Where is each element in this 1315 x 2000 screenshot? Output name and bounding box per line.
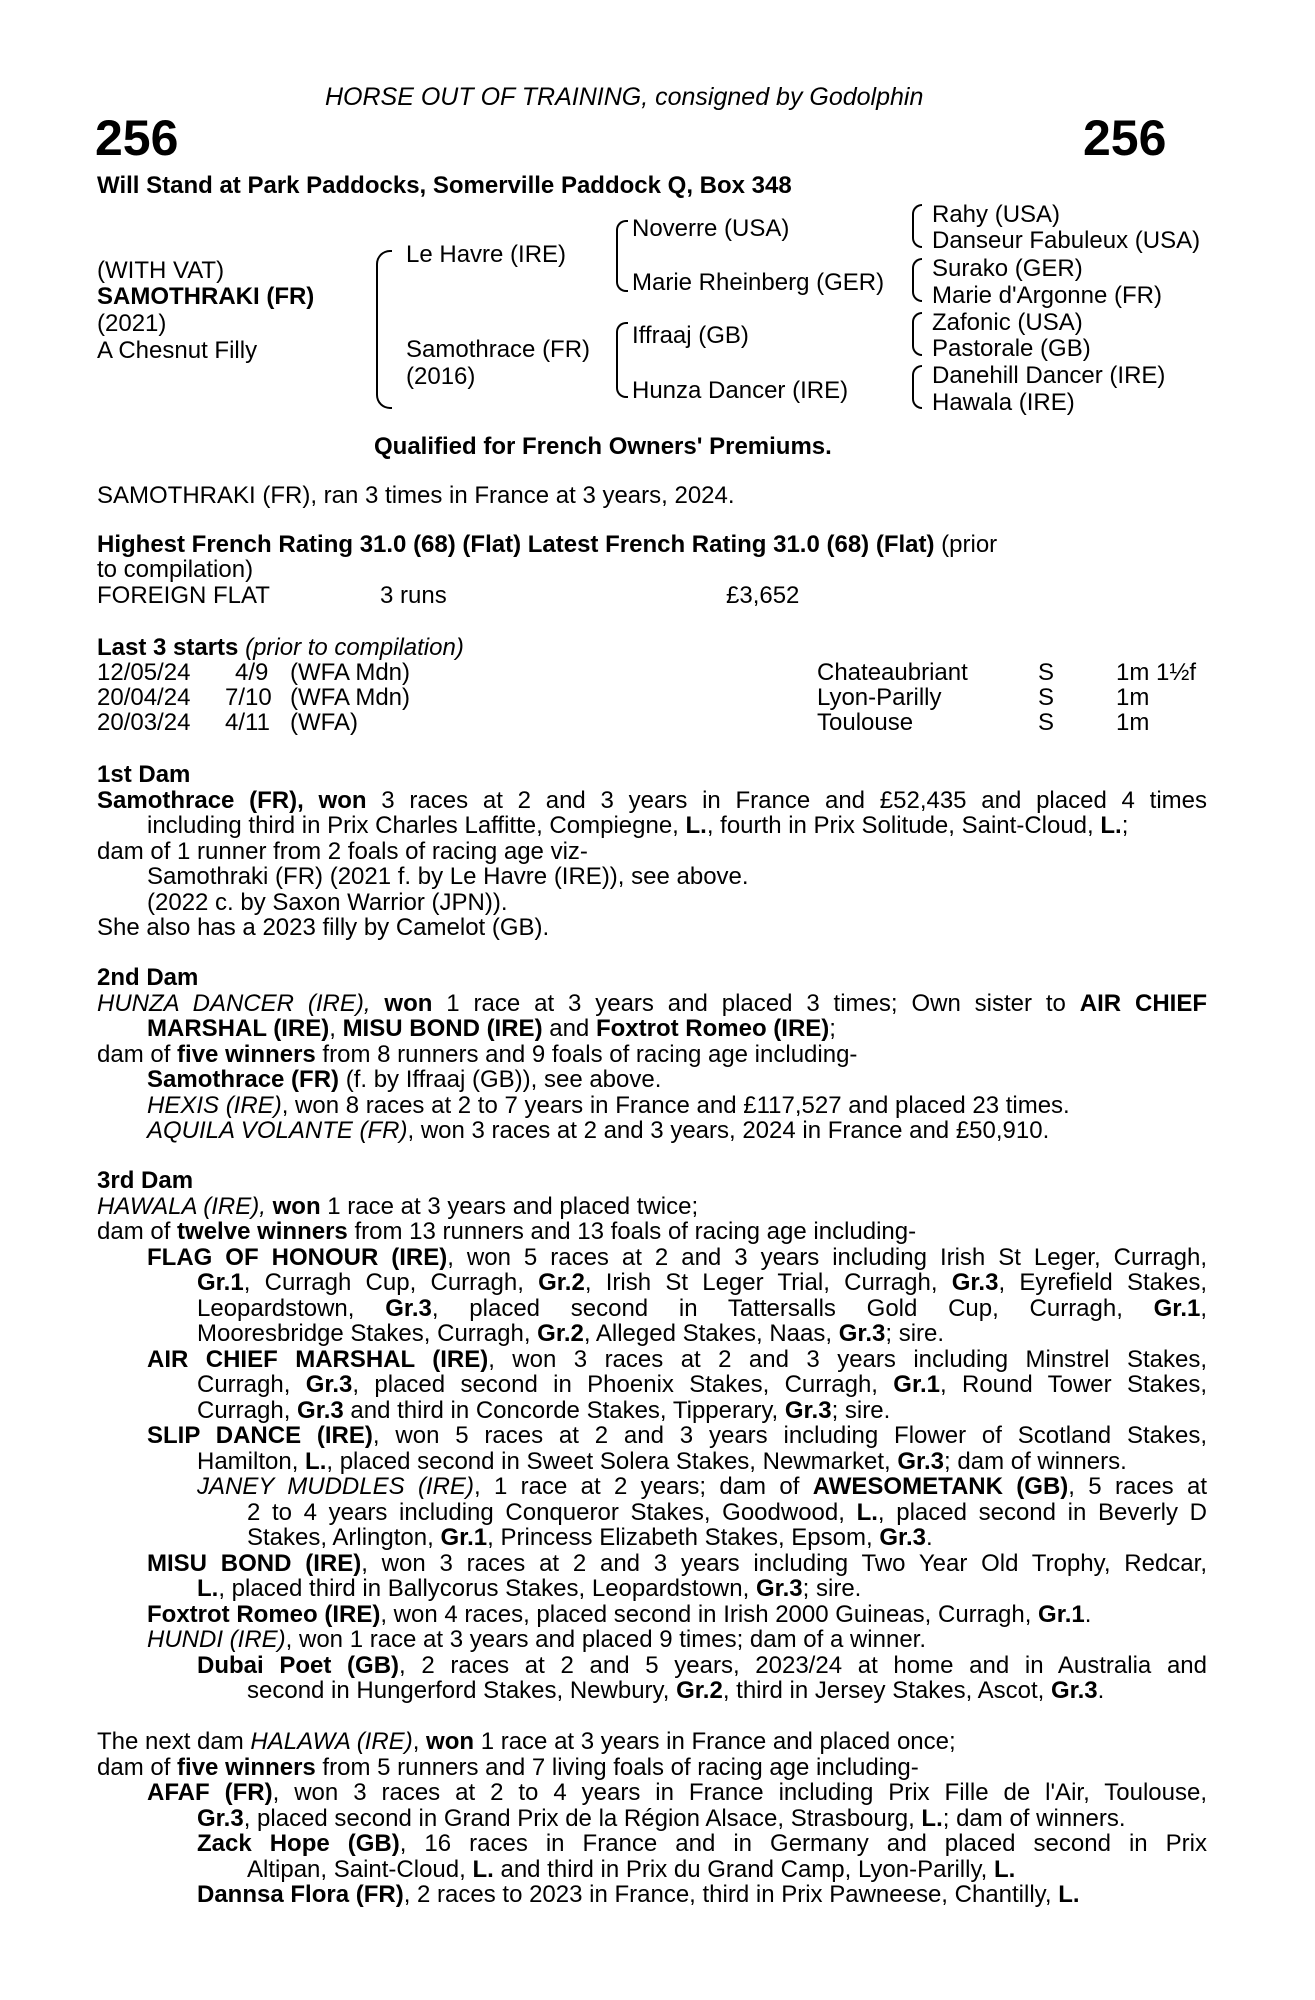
grade-label: L. <box>921 1804 943 1832</box>
horse-ref: AFAF (FR) <box>147 1779 273 1806</box>
grade-label: L. <box>856 1498 878 1526</box>
start-distance: 1m <box>1116 684 1150 711</box>
starts-heading-note: (prior to compilation) <box>238 634 464 661</box>
dam-text: including third in Prix Charles Laffitte, Compiegne, <box>147 812 686 839</box>
horse-ref: AWESOMETANK (GB) <box>812 1473 1069 1500</box>
dam-text: , Eyrefield Stakes, <box>998 1269 1208 1296</box>
third-dam-line <box>97 1653 1207 1679</box>
dam-text: and third in Prix du Grand Camp, Lyon-Parilly, <box>493 1855 995 1883</box>
dam-text: , 5 races at <box>1068 1473 1207 1500</box>
dam-text: , <box>259 1192 273 1220</box>
third-dam-line <box>97 1449 1207 1475</box>
second-dam-line <box>97 1016 1207 1042</box>
dam-text: from 5 runners and 7 living foals of racing age including- <box>315 1753 919 1781</box>
grade-label: Gr.1 <box>893 1371 940 1398</box>
starts-heading: Last 3 starts <box>97 634 239 661</box>
pedigree-dsd: Pastorale (GB) <box>932 335 1091 362</box>
dam-name: HALAWA (IRE) <box>250 1728 413 1755</box>
dam-text: Curragh, <box>197 1396 298 1424</box>
grade-label: L. <box>1058 1881 1080 1908</box>
dam-text: , 2 races to 2023 in France, third in Prix Pawneese, Chantilly, <box>403 1881 1059 1908</box>
next-dam-section <box>97 1729 1207 1908</box>
dam-text: , Alleged Stakes, Naas, <box>583 1320 839 1347</box>
next-dam-line <box>97 1831 1207 1857</box>
dam-text: , Round Tower Stakes, <box>940 1371 1207 1398</box>
dam-text: , <box>1200 1294 1208 1322</box>
horse-ref: MARSHAL (IRE) <box>147 1015 330 1042</box>
grade-label: L. <box>1100 812 1122 839</box>
third-dam-line <box>97 1576 1207 1602</box>
third-dam-line <box>97 1372 1207 1398</box>
pedigree-brace-dd <box>912 365 922 409</box>
start-course: Chateaubriant <box>817 659 968 686</box>
dam-text: , won 5 races at 2 and 3 years including Irish St Leger, Curragh, <box>447 1243 1207 1271</box>
horse-year: (2021) <box>97 310 167 337</box>
dam-text: , 2 races at 2 and 5 years, 2023/24 at home and in Australia and <box>399 1651 1207 1679</box>
start-race: (WFA Mdn) <box>290 659 411 686</box>
start-going: S <box>1038 659 1055 686</box>
winners-count: twelve winners <box>177 1218 348 1245</box>
next-dam-line <box>97 1729 1207 1755</box>
horse-ref: Dubai Poet (GB) <box>197 1651 400 1679</box>
dam-text: , <box>329 1015 343 1042</box>
dam-text: Altipan, Saint-Cloud, <box>247 1855 473 1883</box>
dam-text: Stakes, Arlington, <box>247 1524 441 1551</box>
dam-text: (f. by Iffraaj (GB)), see above. <box>339 1066 662 1093</box>
horse-ref: Samothrace (FR) <box>147 1066 340 1093</box>
dam-text: , placed second in Beverly D <box>877 1498 1208 1526</box>
pedigree-brace-dam <box>616 322 628 398</box>
dam-text: and third in Concorde Stakes, Tipperary, <box>343 1396 785 1424</box>
horse-ref: Foxtrot Romeo (IRE) <box>595 1015 830 1042</box>
horse-ref: SLIP DANCE (IRE) <box>147 1422 373 1449</box>
horse-ref: HEXIS (IRE) <box>147 1091 282 1119</box>
grade-label: Gr.3 <box>951 1269 999 1296</box>
dam-text: dam of <box>97 1753 178 1781</box>
grade-label: Gr.2 <box>676 1677 723 1704</box>
dam-text: dam of <box>97 1040 178 1068</box>
grade-label: Gr.3 <box>838 1320 886 1347</box>
pedigree-sire: Le Havre (IRE) <box>406 241 567 268</box>
page-title: HORSE OUT OF TRAINING, consigned by Godolphin <box>325 83 924 111</box>
won-label: won <box>370 989 433 1017</box>
dam-text: , won 3 races at 2 and 3 years including Minstrel Stakes, <box>488 1345 1207 1373</box>
dam-text: The next dam <box>97 1728 251 1755</box>
start-going: S <box>1038 709 1055 736</box>
dam-text: , won 8 races at 2 to 7 years in France and £117,527 and placed 23 times. <box>281 1091 1070 1119</box>
horse-name: SAMOTHRAKI (FR) <box>97 283 315 310</box>
pedigree-dss: Zafonic (USA) <box>932 309 1083 336</box>
start-pos: 4/11 <box>225 709 270 736</box>
dam-text: , won 3 races at 2 to 4 years in France including Prix Fille de l'Air, Toulouse, <box>272 1779 1207 1806</box>
next-dam-line <box>97 1857 1207 1883</box>
dam-name: Samothrace (FR), won <box>97 786 367 814</box>
third-dam-line <box>97 1219 1207 1245</box>
grade-label: Gr.3 <box>197 1804 244 1832</box>
pedigree-dam-year: (2016) <box>406 363 476 390</box>
dam-text: Mooresbridge Stakes, Curragh, <box>197 1320 538 1347</box>
second-dam-line <box>97 991 1207 1017</box>
race-summary: SAMOTHRAKI (FR), ran 3 times in France at 3 years, 2024. <box>97 482 735 509</box>
dam-text: Leopardstown, <box>197 1294 386 1322</box>
lot-number-left: 256 <box>95 110 179 166</box>
dam-text: , fourth in Prix Solitude, Saint-Cloud, <box>706 812 1101 839</box>
pedigree-sd: Marie Rheinberg (GER) <box>632 269 885 296</box>
third-dam-line <box>97 1194 1207 1220</box>
dam-text: 3 races at 2 and 3 years in France and £52,435 and placed 4 times <box>366 786 1208 814</box>
grade-label: Gr.1 <box>1153 1294 1201 1322</box>
horse-ref: Zack Hope (GB) <box>197 1830 400 1857</box>
first-dam-heading: 1st Dam <box>97 761 191 788</box>
pedigree-ddd: Hawala (IRE) <box>932 389 1075 416</box>
second-dam-line <box>97 1067 1207 1093</box>
next-dam-line <box>97 1882 1207 1908</box>
grade-label: Gr.3 <box>897 1447 945 1475</box>
grade-label: Gr.3 <box>305 1371 353 1398</box>
dam-text: , won 1 race at 3 years and placed 9 times; dam of a winner. <box>285 1626 927 1653</box>
won-label: won <box>272 1192 321 1220</box>
horse-ref: AIR CHIEF MARSHAL (IRE) <box>147 1345 489 1373</box>
dam-text: ; <box>1121 812 1129 839</box>
third-dam-line <box>97 1602 1207 1628</box>
start-distance: 1m 1½f <box>1116 659 1197 686</box>
horse-ref: JANEY MUDDLES (IRE) <box>197 1473 474 1500</box>
next-dam-line <box>97 1780 1207 1806</box>
start-date: 20/03/24 <box>97 709 191 736</box>
dam-text: , won 3 races at 2 and 3 years, 2024 in France and £50,910. <box>407 1117 1050 1144</box>
dam-text: 1 race at 3 years and placed twice; <box>320 1192 699 1220</box>
pedigree-sss: Rahy (USA) <box>932 201 1061 228</box>
grade-label: L. <box>197 1575 219 1602</box>
third-dam-line <box>97 1423 1207 1449</box>
first-dam-line: Samothraki (FR) (2021 f. by Le Havre (IRE)), see above. <box>147 863 749 890</box>
first-dam-line <box>97 813 1207 839</box>
first-dam-line: dam of 1 runner from 2 foals of racing age viz- <box>97 837 588 865</box>
grade-label: Gr.2 <box>537 1320 584 1347</box>
pedigree-brace-sd <box>912 258 922 302</box>
grade-label: Gr.3 <box>879 1524 927 1551</box>
rating-line-2: to compilation) <box>97 556 254 583</box>
dam-text: , won 4 races, placed second in Irish 2000 Guineas, Curragh, <box>380 1600 1039 1628</box>
start-pos: 4/9 <box>235 659 269 686</box>
third-dam-line <box>97 1474 1207 1500</box>
pedigree-dd: Hunza Dancer (IRE) <box>632 377 849 404</box>
stand-location: Will Stand at Park Paddocks, Somerville Paddock Q, Box 348 <box>97 172 792 199</box>
foreign-runs: 3 runs <box>380 582 447 609</box>
horse-ref: MISU BOND (IRE) <box>147 1549 362 1577</box>
start-race: (WFA) <box>290 709 358 736</box>
grade-label: L. <box>994 1855 1016 1883</box>
pedigree-brace-main <box>376 250 392 409</box>
horse-ref: Dannsa Flora (FR) <box>197 1881 404 1908</box>
won-label: won <box>426 1728 475 1755</box>
dam-text: , placed second in Sweet Solera Stakes, Newmarket, <box>326 1447 898 1475</box>
dam-text: ; sire. <box>885 1320 945 1347</box>
pedigree-sds: Surako (GER) <box>932 255 1083 282</box>
grade-label: Gr.1 <box>197 1269 244 1296</box>
horse-ref: MISU BOND (IRE) <box>342 1015 543 1042</box>
pedigree-ds: Iffraaj (GB) <box>632 322 749 349</box>
dam-text: 2 to 4 years including Conqueror Stakes, Goodwood, <box>247 1498 857 1526</box>
pedigree-brace-ss <box>912 204 922 248</box>
dam-text: ; sire. <box>831 1396 891 1424</box>
grade-label: Gr.3 <box>1050 1677 1098 1704</box>
dam-text: , won 3 races at 2 and 3 years including Two Year Old Trophy, Redcar, <box>361 1549 1207 1577</box>
first-dam-line: (2022 c. by Saxon Warrior (JPN)). <box>147 888 508 916</box>
dam-text: , <box>412 1728 427 1755</box>
rating-note: (prior <box>934 531 998 558</box>
horse-ref: Foxtrot Romeo (IRE) <box>147 1600 381 1628</box>
grade-label: Gr.3 <box>385 1294 432 1322</box>
third-dam-section <box>97 1168 1207 1704</box>
dam-text: , Irish St Leger Trial, Curragh, <box>584 1269 952 1296</box>
horse-ref: FLAG OF HONOUR (IRE) <box>147 1243 448 1271</box>
dam-text: ; <box>829 1015 836 1042</box>
dam-text: 1 race at 3 years and placed 3 times; Own sister to <box>432 989 1080 1017</box>
dam-text: , won 5 races at 2 and 3 years including Flower of Scotland Stakes, <box>372 1422 1207 1449</box>
third-dam-line <box>97 1270 1207 1296</box>
dam-text: , third in Jersey Stakes, Ascot, <box>722 1677 1051 1704</box>
dam-text: . <box>1084 1600 1092 1628</box>
third-dam-heading: 3rd Dam <box>97 1167 194 1194</box>
rating-bold: Highest French Rating 31.0 (68) (Flat) Latest French Rating 31.0 (68) (Flat) <box>97 531 935 558</box>
dam-text: , placed second in Tattersalls Gold Cup, Curragh, <box>431 1294 1154 1322</box>
grade-label: L. <box>685 812 707 839</box>
third-dam-line <box>97 1627 1207 1653</box>
second-dam-line <box>97 1118 1207 1144</box>
horse-ref: AQUILA VOLANTE (FR) <box>147 1117 408 1144</box>
winners-count: five winners <box>177 1753 316 1781</box>
third-dam-line <box>97 1321 1207 1347</box>
dam-text: ; dam of winners. <box>942 1804 1126 1832</box>
dam-text: , placed third in Ballycorus Stakes, Leopardstown, <box>218 1575 756 1602</box>
dam-text: from 13 runners and 13 foals of racing age including- <box>347 1218 917 1245</box>
pedigree-dds: Danehill Dancer (IRE) <box>932 362 1166 389</box>
starts-heading-line <box>97 635 464 661</box>
dam-text: , Curragh Cup, Curragh, <box>243 1269 539 1296</box>
start-date: 12/05/24 <box>97 659 191 686</box>
dam-text: , placed second in Phoenix Stakes, Curragh, <box>352 1371 894 1398</box>
foreign-money: £3,652 <box>726 582 800 609</box>
second-dam-section <box>97 965 1207 1144</box>
start-distance: 1m <box>1116 709 1150 736</box>
dam-text: 1 race at 3 years in France and placed once; <box>474 1728 956 1755</box>
start-date: 20/04/24 <box>97 684 191 711</box>
dam-text: and <box>542 1015 596 1042</box>
grade-label: Gr.3 <box>784 1396 832 1424</box>
second-dam-heading: 2nd Dam <box>97 964 199 991</box>
first-dam-line: She also has a 2023 filly by Camelot (GB). <box>97 914 550 941</box>
third-dam-line <box>97 1245 1207 1271</box>
start-pos: 7/10 <box>225 684 272 711</box>
rating-line <box>97 532 997 558</box>
vat-label: (WITH VAT) <box>97 257 225 284</box>
dam-text: . <box>1097 1677 1105 1704</box>
grade-label: Gr.3 <box>755 1575 803 1602</box>
grade-label: Gr.2 <box>538 1269 585 1296</box>
pedigree-ssd: Danseur Fabuleux (USA) <box>932 227 1201 254</box>
dam-text: from 8 runners and 9 foals of racing age including- <box>315 1040 858 1068</box>
winners-count: five winners <box>177 1040 316 1068</box>
start-course: Toulouse <box>817 709 914 736</box>
horse-ref: AIR CHIEF <box>1079 989 1208 1017</box>
pedigree-dam: Samothrace (FR) <box>406 336 591 363</box>
pedigree-ss: Noverre (USA) <box>632 215 790 242</box>
dam-text: ; dam of winners. <box>944 1447 1127 1475</box>
second-dam-line <box>97 1093 1207 1119</box>
dam-name: HUNZA DANCER (IRE), <box>97 989 371 1017</box>
dam-text: , 1 race at 2 years; dam of <box>473 1473 813 1500</box>
grade-label: Gr.3 <box>297 1396 344 1424</box>
dam-text: ; sire. <box>802 1575 862 1602</box>
third-dam-line <box>97 1678 1207 1704</box>
third-dam-line <box>97 1500 1207 1526</box>
third-dam-line <box>97 1398 1207 1424</box>
next-dam-line <box>97 1755 1207 1781</box>
horse-ref: HUNDI (IRE) <box>147 1626 286 1653</box>
dam-text: Curragh, <box>197 1371 306 1398</box>
dam-text: Hamilton, <box>197 1447 306 1475</box>
grade-label: Gr.1 <box>440 1524 488 1551</box>
dam-text: , 16 races in France and in Germany and placed second in Prix <box>399 1830 1207 1857</box>
first-dam-line <box>97 788 1207 814</box>
start-race: (WFA Mdn) <box>290 684 411 711</box>
lot-number-right: 256 <box>1083 110 1167 166</box>
qualified-note: Qualified for French Owners' Premiums. <box>374 433 832 460</box>
pedigree-brace-ds <box>912 312 922 356</box>
next-dam-line <box>97 1806 1207 1832</box>
grade-label: L. <box>305 1447 327 1475</box>
dam-text: dam of <box>97 1218 178 1245</box>
dam-text: . <box>926 1524 933 1551</box>
third-dam-line <box>97 1296 1207 1322</box>
third-dam-line <box>97 1525 1207 1551</box>
start-going: S <box>1038 684 1055 711</box>
horse-description: A Chesnut Filly <box>97 337 258 364</box>
grade-label: Gr.1 <box>1038 1600 1085 1628</box>
third-dam-line <box>97 1347 1207 1373</box>
second-dam-line <box>97 1042 1207 1068</box>
grade-label: L. <box>472 1855 494 1883</box>
dam-name: HAWALA (IRE) <box>97 1192 260 1220</box>
start-course: Lyon-Parilly <box>817 684 942 711</box>
dam-text: , placed second in Grand Prix de la Région Alsace, Strasbourg, <box>243 1804 922 1832</box>
dam-text: second in Hungerford Stakes, Newbury, <box>247 1677 677 1704</box>
third-dam-line <box>97 1551 1207 1577</box>
pedigree-sdd: Marie d'Argonne (FR) <box>932 282 1162 309</box>
dam-text: , Princess Elizabeth Stakes, Epsom, <box>487 1524 880 1551</box>
pedigree-brace-sire <box>616 220 628 292</box>
foreign-label: FOREIGN FLAT <box>97 582 270 609</box>
first-dam-section <box>97 762 1207 941</box>
